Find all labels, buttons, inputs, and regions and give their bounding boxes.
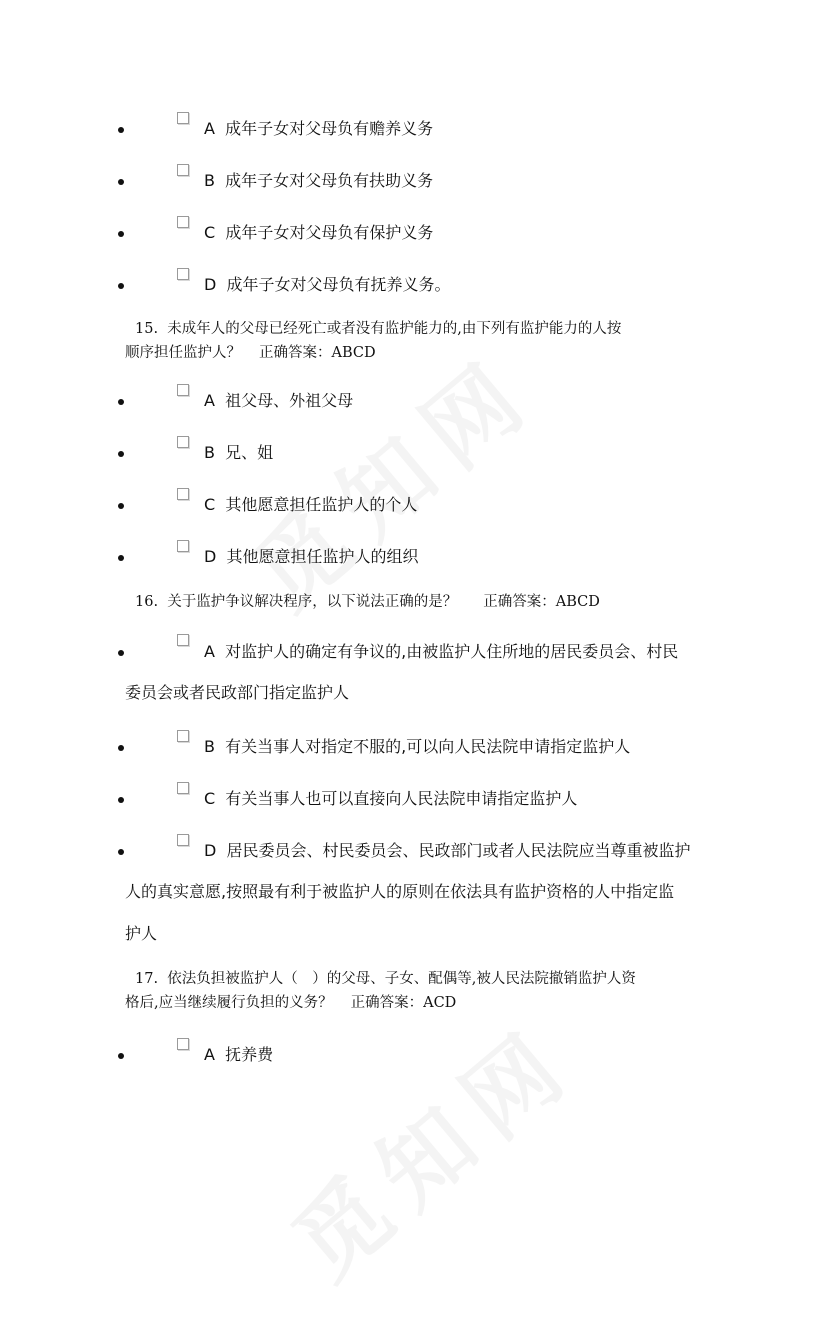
- option-c-label: C 其他愿意担任监护人的个人: [204, 495, 418, 514]
- option-a-continuation: 委员会或者民政部门指定监护人: [125, 683, 350, 702]
- question-16: [135, 590, 600, 611]
- option-b-label: B 成年子女对父母负有扶助义务: [204, 171, 434, 190]
- checkbox-b[interactable]: [177, 436, 189, 448]
- checkbox-c[interactable]: [177, 488, 189, 500]
- checkbox-a[interactable]: [177, 634, 189, 646]
- checkbox-d[interactable]: [177, 268, 189, 280]
- bullet: [118, 451, 124, 457]
- bullet: [118, 127, 124, 133]
- question-text: 依法负担被监护人（ ）的父母、子女、配偶等,被人民法院撤销监护人资: [167, 971, 636, 987]
- option-d-continuation: 人的真实意愿,按照最有利于被监护人的原则在依法具有监护资格的人中指定监: [125, 882, 675, 901]
- option-a-label: A 成年子女对父母负有赡养义务: [204, 119, 434, 138]
- checkbox-b[interactable]: [177, 730, 189, 742]
- bullet: [118, 650, 124, 656]
- checkbox-a[interactable]: [177, 1038, 189, 1050]
- checkbox-d[interactable]: [177, 540, 189, 552]
- checkbox-a[interactable]: [177, 112, 189, 124]
- bullet: [118, 283, 124, 289]
- checkbox-d[interactable]: [177, 834, 189, 846]
- option-c-label: C 成年子女对父母负有保护义务: [204, 223, 434, 242]
- option-d-label: D 其他愿意担任监护人的组织: [204, 547, 419, 566]
- option-d-continuation: 护人: [125, 924, 158, 943]
- bullet: [118, 1053, 124, 1059]
- bullet: [118, 849, 124, 855]
- bullet: [118, 179, 124, 185]
- question-text: 未成年人的父母已经死亡或者没有监护能力的,由下列有监护能力的人按: [167, 321, 622, 337]
- question-15: [135, 317, 621, 338]
- option-b-label: B 有关当事人对指定不服的,可以向人民法院申请指定监护人: [204, 737, 631, 756]
- option-c-label: C 有关当事人也可以直接向人民法院申请指定监护人: [204, 789, 578, 808]
- option-a-label: A 对监护人的确定有争议的,由被监护人住所地的居民委员会、村民: [204, 642, 679, 661]
- question-number: 15.: [135, 321, 159, 337]
- checkbox-c[interactable]: [177, 216, 189, 228]
- question-15-line2: 顺序担任监护人？ 正确答案：ABCD: [125, 345, 376, 361]
- question-number: 16.: [135, 594, 159, 610]
- checkbox-b[interactable]: [177, 164, 189, 176]
- bullet: [118, 399, 124, 405]
- bullet: [118, 555, 124, 561]
- option-b-label: B 兄、姐: [204, 443, 274, 462]
- bullet: [118, 503, 124, 509]
- question-number: 17.: [135, 971, 159, 987]
- option-d-label: D 居民委员会、村民委员会、民政部门或者人民法院应当尊重被监护: [204, 841, 691, 860]
- question-text: 关于监护争议解决程序，以下说法正确的是？: [167, 594, 458, 610]
- bullet: [118, 231, 124, 237]
- option-d-label: D 成年子女对父母负有抚养义务。: [204, 275, 451, 294]
- option-a-label: A 抚养费: [204, 1045, 274, 1064]
- option-a-label: A 祖父母、外祖父母: [204, 391, 354, 410]
- checkbox-c[interactable]: [177, 782, 189, 794]
- bullet: [118, 797, 124, 803]
- checkbox-a[interactable]: [177, 384, 189, 396]
- correct-answer: 正确答案：ABCD: [259, 345, 376, 361]
- question-17-line2: 格后,应当继续履行负担的义务？ 正确答案：ACD: [125, 995, 457, 1011]
- correct-answer: 正确答案：ACD: [350, 995, 457, 1011]
- correct-answer: 正确答案：ABCD: [483, 594, 600, 610]
- bullet: [118, 745, 124, 751]
- question-17: [135, 967, 636, 988]
